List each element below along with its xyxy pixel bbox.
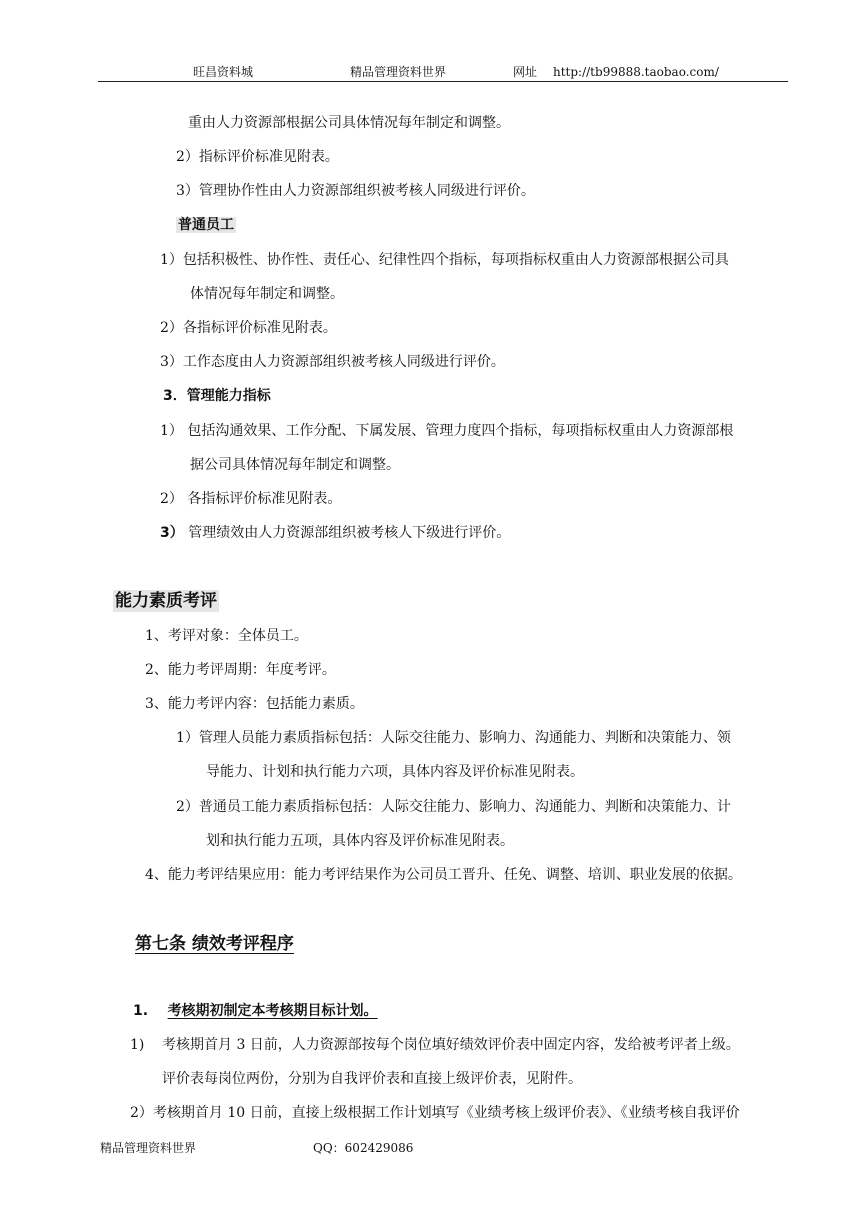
footer-qq-text: QQ：602429086: [313, 1141, 414, 1155]
paragraph-line: 考核期首月 3 日前，人力资源部按每个岗位填好绩效评价表中固定内容，发给被考评者上级。: [162, 1037, 740, 1053]
subheading: 3．管理能力指标: [163, 388, 271, 404]
article-title: 第七条 绩效考评程序: [135, 934, 294, 954]
paragraph-line: 4、能力考评结果应用：能力考评结果作为公司员工晋升、任免、调整、培训、职业发展的依据。: [145, 867, 742, 883]
paragraph-line: 评价表每岗位两份，分别为自我评价表和直接上级评价表，见附件。: [162, 1071, 582, 1087]
paragraph-line: 2、能力考评周期：年度考评。: [145, 662, 336, 678]
paragraph-line: 2）各指标评价标准见附表。: [160, 320, 337, 336]
paragraph-line: 1）包括积极性、协作性、责任心、纪律性四个指标，每项指标权重由人力资源部根据公司具: [160, 252, 729, 268]
paragraph-line: 1、考评对象：全体员工。: [145, 628, 308, 644]
header-left-text: 旺昌资料城: [193, 65, 254, 79]
footer-left-text: 精品管理资料世界: [100, 1141, 197, 1155]
paragraph-line: 2）考核期首月 10 日前，直接上级根据工作计划填写《业绩考核上级评价表》、《业绩考核自我评价: [130, 1105, 740, 1121]
paragraph-line: 3、能力考评内容：包括能力素质。: [145, 696, 364, 712]
list-number: 3）: [160, 525, 184, 541]
section-title: 能力素质考评: [115, 591, 217, 611]
list-number: 1.: [133, 1003, 149, 1019]
paragraph-line: 1） 包括沟通效果、工作分配、下属发展、管理力度四个指标，每项指标权重由人力资源部根: [160, 423, 734, 439]
paragraph-line: [160, 523, 510, 543]
paragraph-line: 2） 各指标评价标准见附表。: [160, 491, 342, 507]
paragraph-line: 2）指标评价标准见附表。: [176, 149, 339, 165]
header-divider: [98, 81, 788, 82]
paragraph-line: 体情况每年制定和调整。: [190, 286, 344, 302]
paragraph-line: 划和执行能力五项，具体内容及评价标准见附表。: [206, 833, 514, 849]
list-number: 1): [130, 1037, 145, 1053]
list-text: 考核期初制定本考核期目标计划。: [167, 1003, 378, 1019]
numbered-heading: [133, 1001, 378, 1021]
subheading: [176, 215, 236, 235]
paragraph-line: 1）管理人员能力素质指标包括：人际交往能力、影响力、沟通能力、判断和决策能力、领: [176, 730, 731, 746]
header-center-text: 精品管理资料世界: [350, 65, 447, 79]
header-url-link[interactable]: http://tb99888.taobao.com/: [553, 65, 719, 79]
subheading-text: 普通员工: [178, 217, 234, 233]
header-url-label: 网址: [513, 65, 538, 79]
paragraph-line: 3）工作态度由人力资源部组织被考核人同级进行评价。: [160, 354, 505, 370]
paragraph-line: 据公司具体情况每年制定和调整。: [190, 457, 400, 473]
paragraph-line: 重由人力资源部根据公司具体情况每年制定和调整。: [188, 115, 510, 131]
paragraph-line: 导能力、计划和执行能力六项，具体内容及评价标准见附表。: [206, 764, 584, 780]
paragraph-line: 2）普通员工能力素质指标包括：人际交往能力、影响力、沟通能力、判断和决策能力、计: [176, 799, 731, 815]
list-text: 管理绩效由人力资源部组织被考核人下级进行评价。: [188, 525, 511, 541]
paragraph-line: 3）管理协作性由人力资源部组织被考核人同级进行评价。: [176, 183, 535, 199]
